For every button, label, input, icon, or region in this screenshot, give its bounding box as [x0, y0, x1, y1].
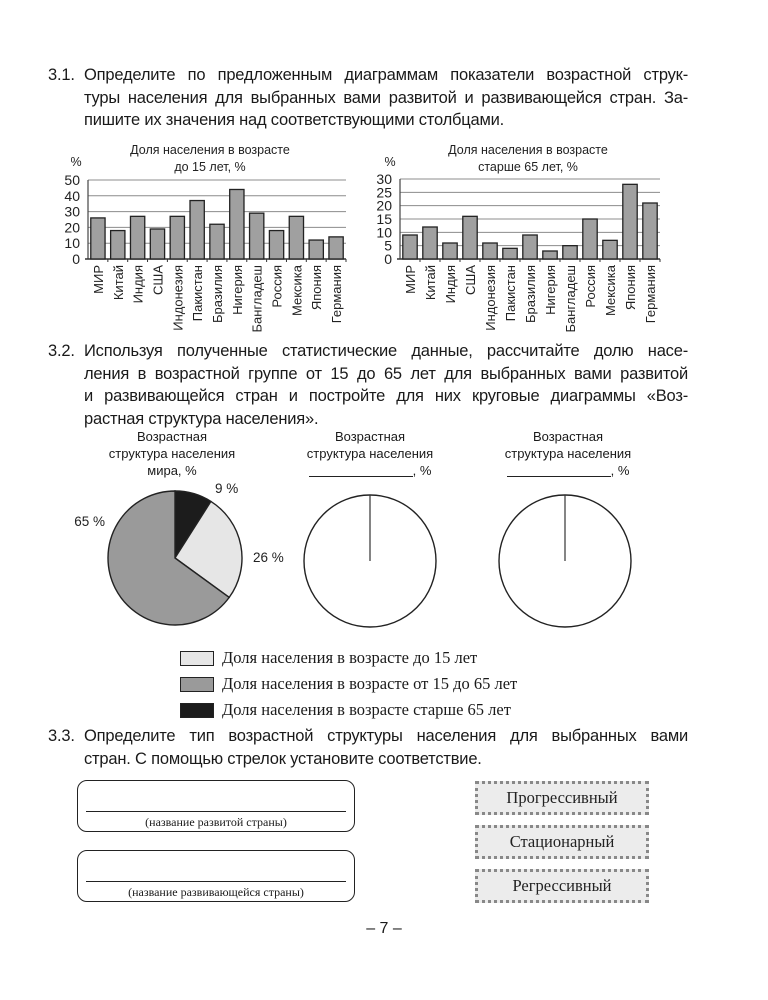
x-tick-label: Индонезия	[170, 265, 186, 331]
y-tick-label: 15	[376, 211, 392, 227]
answer-caption: (название развивающейся страны)	[128, 885, 304, 899]
pie-legend	[180, 645, 517, 723]
task-number: 3.2.	[48, 342, 75, 360]
pie-title-line: структура населения	[108, 446, 236, 461]
x-tick-label: Бразилия	[523, 265, 538, 323]
x-tick-label: Нигерия	[229, 265, 245, 315]
pie-slice-label: 65 %	[74, 514, 105, 529]
chart-title: Доля населения в возрасте	[448, 143, 608, 157]
x-tick-label: Индия	[130, 265, 146, 304]
pie-title-line: Возрастная	[532, 429, 604, 444]
task-text-line: Используя полученные статистические данные, рассчитайте долю насе-	[84, 342, 688, 360]
legend-label: Доля населения в возрасте старше 65 лет	[222, 700, 511, 719]
y-axis-label: %	[384, 155, 396, 169]
y-tick-label: 0	[384, 251, 392, 267]
task-text-line: растная структура населения».	[84, 409, 319, 428]
page-number: – 7 –	[366, 920, 402, 937]
pie-title-line: структура населения	[306, 446, 434, 461]
y-tick-label: 10	[376, 224, 392, 241]
task-text-line: ления в возрастной группе от 15 до 65 лет для выбранных вами развитой	[84, 364, 688, 383]
type-label: Прогрессивный	[506, 788, 618, 807]
x-tick-label: Индонезия	[483, 265, 498, 331]
y-tick-label: 20	[376, 197, 392, 214]
legend-item	[180, 671, 517, 697]
pie-slice-label: 9 %	[215, 481, 239, 496]
pie-slice-label: 26 %	[253, 550, 284, 565]
x-tick-label: Китай	[110, 265, 126, 301]
legend-item	[180, 645, 517, 671]
x-tick-label: Нигерия	[543, 265, 558, 315]
x-tick-label: Россия	[269, 265, 285, 308]
pie-title-suffix: , %	[610, 463, 630, 478]
pie-title-line: Возрастная	[136, 429, 208, 444]
legend-swatch-15-65	[180, 677, 214, 692]
type-label: Регрессивный	[512, 876, 612, 895]
x-tick-label: Бангладеш	[563, 265, 578, 333]
x-tick-label: Мексика	[603, 265, 618, 317]
legend-label: Доля населения в возрасте до 15 лет	[222, 648, 478, 667]
task-text-line: пишите их значения над соответствующими столбцами.	[84, 111, 505, 129]
chart-title: старше 65 лет, %	[478, 160, 578, 174]
task-number: 3.3.	[48, 727, 75, 745]
x-tick-label: Германия	[329, 265, 345, 324]
x-tick-label: Германия	[643, 265, 658, 324]
x-tick-label: Россия	[583, 265, 598, 308]
answer-line[interactable]	[86, 881, 346, 882]
type-stationary[interactable]	[475, 825, 649, 859]
legend-swatch-under-15	[180, 651, 214, 666]
x-tick-label: США	[463, 265, 478, 295]
type-label: Стационарный	[509, 832, 615, 851]
task-text-line: Определите по предложенным диаграммам показатели возрастной струк-	[84, 66, 688, 84]
x-tick-label: Китай	[423, 265, 438, 301]
y-tick-label: 30	[376, 171, 392, 187]
pie-title-line: Возрастная	[334, 429, 406, 444]
type-regressive[interactable]	[475, 869, 649, 903]
task-text-line: Определите тип возрастной структуры населения для выбранных вами	[84, 727, 688, 745]
x-tick-label: Пакистан	[190, 265, 206, 322]
y-tick-label: 20	[64, 219, 80, 236]
task-3-3	[48, 725, 688, 770]
task-number: 3.1.	[48, 66, 75, 84]
y-tick-label: 10	[64, 235, 80, 252]
developed-country-box[interactable]	[77, 780, 355, 832]
pie-title-line: мира, %	[147, 463, 197, 478]
y-tick-label: 25	[376, 184, 392, 201]
task-text-line: стран. С помощью стрелок установите соответствие.	[84, 749, 482, 768]
x-tick-label: МИР	[90, 265, 106, 294]
x-tick-label: Мексика	[289, 265, 305, 317]
x-tick-label: Япония	[623, 265, 638, 311]
x-tick-label: Япония	[309, 265, 325, 311]
chart-title: до 15 лет, %	[174, 160, 246, 174]
x-tick-label: Пакистан	[503, 265, 518, 322]
task-text-line: туры населения для выбранных вами развитой и развивающейся стран. За-	[84, 88, 688, 107]
chart-title: Доля населения в возрасте	[130, 143, 290, 157]
x-tick-label: США	[150, 265, 166, 295]
x-tick-label: Бразилия	[210, 265, 225, 323]
legend-item	[180, 697, 517, 723]
y-tick-label: 50	[64, 172, 80, 188]
y-tick-label: 40	[64, 187, 80, 204]
answer-line[interactable]	[86, 811, 346, 812]
answer-caption: (название развитой страны)	[145, 815, 287, 829]
pie-title-suffix: , %	[412, 463, 432, 478]
y-tick-label: 0	[72, 251, 80, 267]
y-tick-label: 30	[64, 203, 80, 220]
developing-country-box[interactable]	[77, 850, 355, 902]
x-tick-label: Бангладеш	[249, 265, 265, 333]
legend-label: Доля населения в возрасте от 15 до 65 лет	[222, 674, 518, 693]
pie-title-line: структура населения	[504, 446, 632, 461]
y-axis-label: %	[70, 155, 82, 169]
task-text-line: и развивающейся стран и постройте для них круговые диаграммы «Воз-	[84, 387, 688, 405]
y-tick-label: 5	[384, 237, 392, 254]
x-tick-label: МИР	[403, 265, 418, 294]
x-tick-label: Индия	[443, 265, 458, 304]
legend-swatch-over-65	[180, 703, 214, 718]
type-progressive[interactable]	[475, 781, 649, 815]
